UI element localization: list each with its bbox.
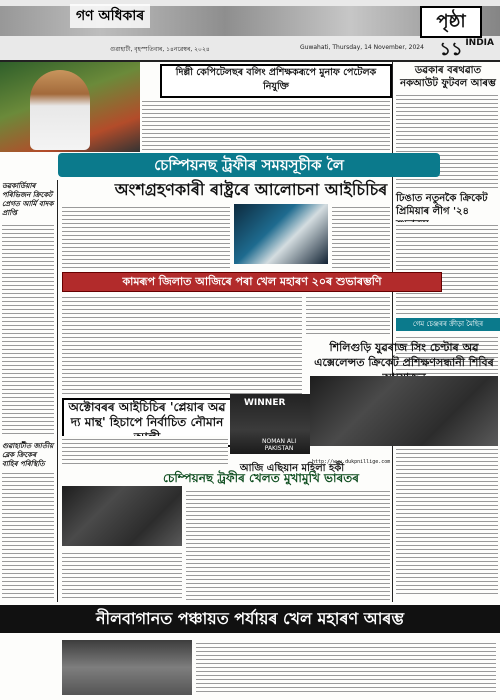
- champions-trophy-body: [62, 204, 230, 268]
- player-figure: [30, 70, 90, 150]
- masthead: গণ অধিকাৰ: [70, 4, 150, 28]
- kamrup-body-2: [306, 294, 390, 336]
- asia-hockey-body: [186, 488, 390, 600]
- nilbagan-body: [196, 640, 496, 695]
- winner-name: [262, 438, 296, 452]
- dateline-english: Guwahati, Thursday, 14 November, 2024: [300, 44, 424, 51]
- event-photo: [310, 376, 498, 446]
- left-column-headline-1: ডৱকাৰ্ডিয়াৰ পৰিভিজন ক্ৰিকেট প্ৰেগত আৰ্মি বাদক প্ৰাপ্তি: [2, 182, 54, 217]
- playing-field-photo: [62, 640, 192, 695]
- winner-label: WINNER: [244, 398, 286, 408]
- edition-label: INDIA: [465, 38, 494, 48]
- champions-trophy-body-2: [332, 204, 390, 268]
- premier-league-headline: ঢিঙাত নতুনকৈ ক্ৰিকেট প্ৰিমিয়াৰ লীগ '২৪: [396, 193, 488, 217]
- column-rule: [392, 62, 393, 602]
- dateline-assamese: গুৱাহাটী, বৃহস্পতিবাৰ, ১৪নৱেম্বৰ, ২০২৪: [110, 46, 210, 53]
- left-column-body-1: [2, 222, 54, 436]
- delhi-capitals-body: [142, 98, 390, 150]
- page-number: পৃষ্ঠা ১১: [420, 6, 482, 38]
- game-changer-caption: গেম চেঞ্জৰৰ ক্ৰীড়া মৈছিৰ: [396, 318, 500, 331]
- asia-hockey-subhead: আজি এছিয়ান মহিলা হকী: [239, 463, 345, 474]
- shillong-headline: শিলিগুড়ি যুৱৰাজ সিং চেণ্টাৰ অৱ এক্সেলেন্সত ক্ৰিকেট প্ৰশিক্ষণসন্ধানী শিবিৰ: [314, 341, 494, 369]
- kamrup-headline: কামৰূপ জিলাত আজিৰে পৰা খেল মহাৰণ ২০ৰ শুভাৰম্ভণি: [62, 272, 442, 292]
- delhi-capitals-headline: দিল্লী কেপিটেলছৰ বলিং প্ৰশিক্ষকৰূপে মুনাফ পেটেলক নিযুক্তি: [160, 64, 392, 98]
- player-of-month-headline: অক্টোবৰৰ আইচিচিৰ 'প্লেয়াৰ অৱ দ্য মান্থ' হিচাপে নিৰ্বাচিত নৌমান: [62, 398, 232, 447]
- champions-trophy-headline: অংশগ্ৰহণকাৰী ৰাষ্ট্ৰৰে আলোচনা আইচিচিৰ: [114, 180, 388, 199]
- kamrup-body: [62, 294, 302, 394]
- left-column-rule: [57, 180, 58, 602]
- asia-hockey-headline: চেম্পিয়নছ ট্ৰফীৰ খেলত মুখামুখি ভাৰতৰ: [162, 471, 359, 485]
- asia-hockey-body-2: [62, 550, 182, 600]
- trophy-photo: [234, 204, 328, 264]
- premier-league-body: [396, 222, 498, 316]
- website-url[interactable]: http://www.dukpnillige.com: [312, 459, 391, 465]
- winner-country: PAKISTAN: [264, 445, 294, 452]
- left-column-headline-2: গুৱাহাটীত জাতীয় ব্লেক ক্ৰিকেৰ বাহিৰ পৰিস্থিতি: [2, 442, 54, 468]
- durand-headline: ডৱকাৰ বৰথৱাত নকআউট ফুটবল আৰম্ভ: [400, 65, 496, 89]
- hockey-photo: [62, 486, 182, 546]
- winner-name-text: NOMAN ALI: [262, 438, 297, 445]
- champions-trophy-banner: চেম্পিয়নছ ট্ৰফীৰ সময়সূচীক লৈ: [58, 153, 440, 177]
- nilbagan-headline: নীলবাগানত পঞ্চায়ত পৰ্যায়ৰ খেল মহাৰণ আৰম্ভ: [0, 605, 500, 633]
- left-column-body-2: [2, 470, 54, 600]
